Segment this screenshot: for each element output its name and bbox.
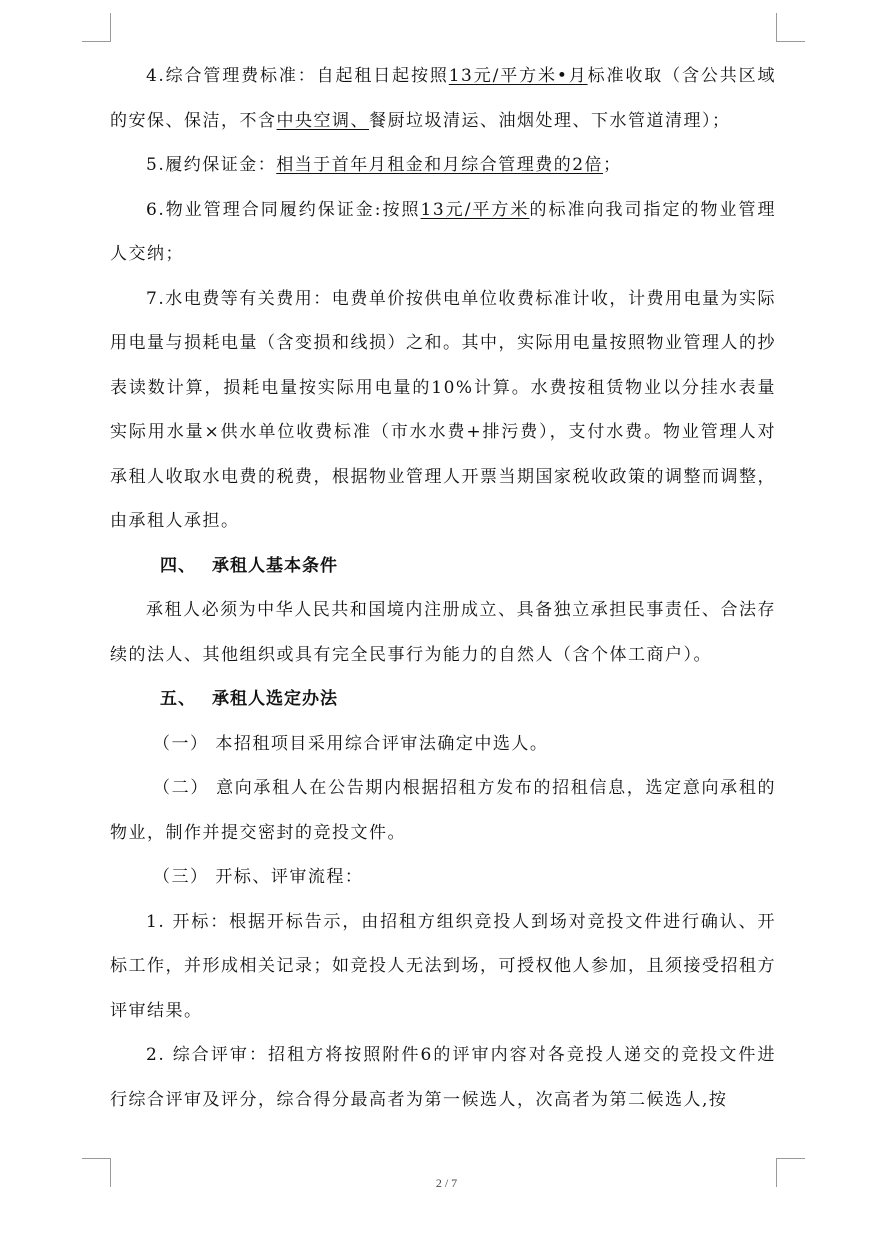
document-body bbox=[110, 54, 776, 1122]
crop-mark-top-right bbox=[776, 13, 805, 42]
item-4-underlined-ac: 中央空调、 bbox=[276, 110, 369, 131]
item-5-suffix: ； bbox=[603, 155, 622, 175]
section-5-heading bbox=[110, 677, 776, 722]
item-5-underlined: 相当于首年月租金和月综合管理费的2倍 bbox=[276, 155, 604, 175]
item-4-middle: 标准收取（含公共区域的安保、保洁，不含 bbox=[110, 66, 776, 131]
section-5-title: 承租人选定办法 bbox=[212, 689, 338, 709]
item-6-underlined: 13元/平方米 bbox=[420, 199, 530, 220]
section-4-title: 承租人基本条件 bbox=[212, 555, 338, 576]
section-5-sub-1: （一） 本招租项目采用综合评审法确定中选人。 bbox=[153, 733, 549, 754]
section-4-body: 承租人必须为中华人民共和国境内注册成立、具备独立承担民事责任、合法存续的法人、其他组织或具有完全民事行为能力的自然人（含个体工商户）。 bbox=[110, 600, 776, 665]
item-6-prefix: 6.物业管理合同履约保证金:按照 bbox=[146, 199, 421, 220]
item-5-deposit bbox=[110, 143, 776, 188]
page-number: 2 / 7 bbox=[435, 1176, 458, 1190]
item-4-management-fee bbox=[110, 54, 776, 143]
section-5-sub-3: （三） 开标、评审流程： bbox=[153, 867, 364, 887]
item-4-suffix: 餐厨垃圾清运、油烟处理、下水管道清理）； bbox=[369, 110, 731, 131]
section-5-step-2: 2. 综合评审：招租方将按照附件6的评审内容对各竞投人递交的竞投文件进行综合评审及评分，综合得分最高者为第一候选人，次高者为第二候选人,按 bbox=[110, 1045, 776, 1110]
section-4-heading bbox=[110, 544, 776, 589]
section-5-number: 五、 bbox=[160, 689, 196, 709]
section-5-step-1: 1. 开标：根据开标告示，由招租方组织竞投人到场对竞投文件进行确认、开标工作，并形成相关记录；如竞投人无法到场，可授权他人参加，且须接受招租方评审结果。 bbox=[110, 911, 776, 1021]
item-5-prefix: 5.履约保证金： bbox=[146, 155, 277, 175]
section-4-number: 四、 bbox=[160, 555, 196, 576]
section-5-sub-2: （二） 意向承租人在公告期内根据招租方发布的招租信息，选定意向承租的物业，制作并提交密封的竞投文件。 bbox=[110, 778, 776, 843]
item-4-prefix: 4.综合管理费标准：自起租日起按照 bbox=[146, 66, 449, 86]
item-4-underlined-rate: 13元/平方米•月 bbox=[448, 66, 588, 86]
crop-mark-top-left bbox=[82, 13, 111, 42]
item-7-utilities: 7.水电费等有关费用：电费单价按供电单位收费标准计收，计费用电量为实际用电量与损耗电量（含变损和线损）之和。其中，实际用电量按照物业管理人的抄表读数计算，损耗电量按实际用电量的10%计算。水费按租赁物业以分挂水表量实际用水量×供水单位收费标准（市水水费+排污费），支付水费。物业管理人对承租人收取水电费的税费，根据物业管理人开票当期国家税收政策的调整而调整，由承租人承担。 bbox=[110, 288, 776, 531]
item-6-property-deposit bbox=[110, 188, 776, 277]
item-6-suffix: 的标准向我司指定的物业管理人交纳； bbox=[110, 199, 777, 264]
